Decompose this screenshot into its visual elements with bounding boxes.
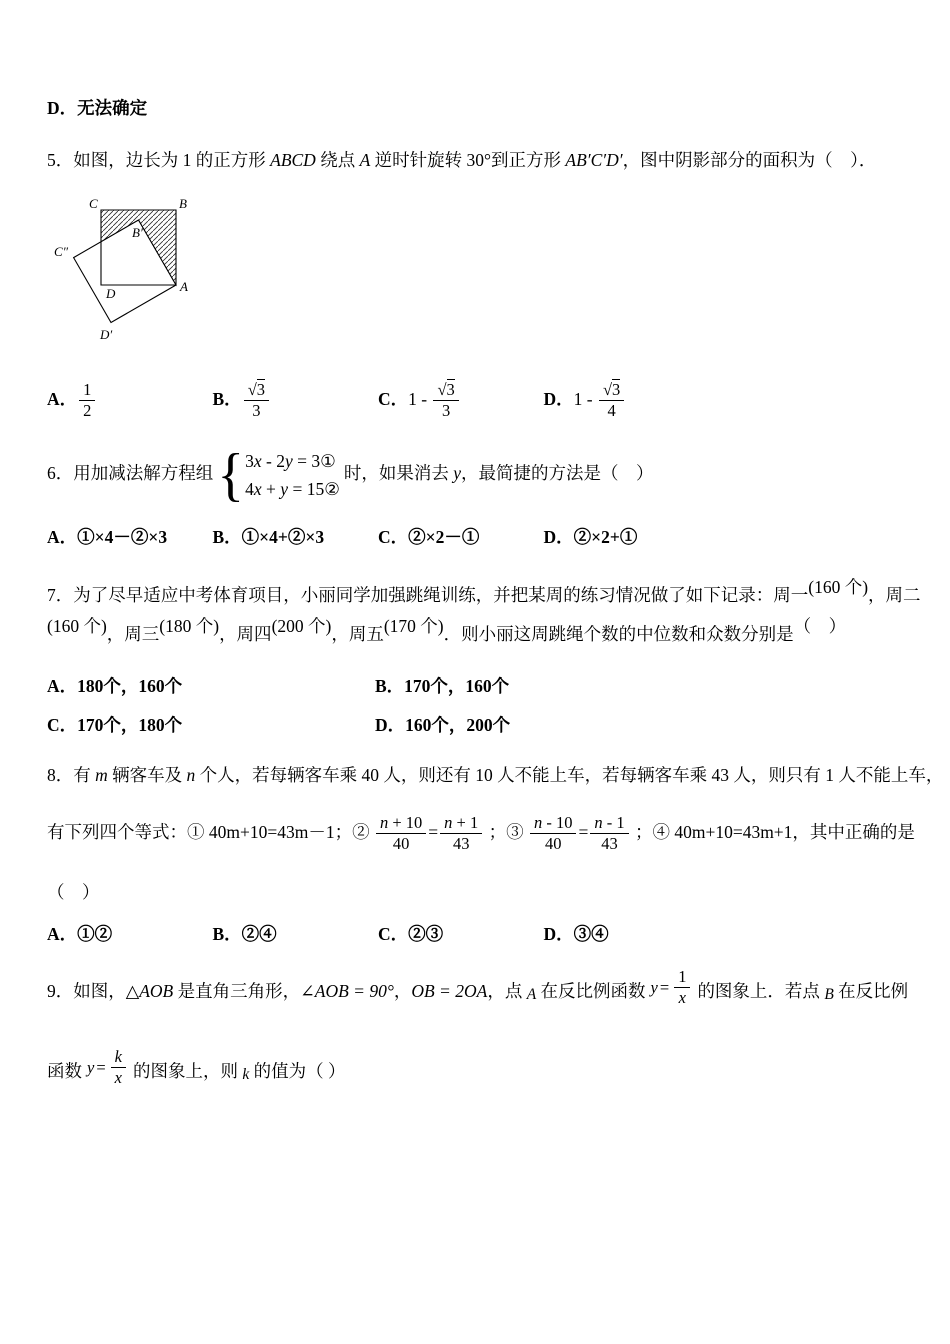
fraction bbox=[374, 814, 428, 854]
radicand: 3 bbox=[256, 379, 265, 399]
q7-option-d: D．160个，200个 bbox=[375, 714, 511, 735]
record-friday: (170 个) bbox=[383, 615, 444, 636]
q6-option-a: A．①×4－②×3 bbox=[47, 526, 168, 547]
option-letter: B． bbox=[212, 388, 242, 409]
vertex-label-b: B bbox=[179, 196, 187, 211]
var-y: y bbox=[650, 978, 658, 998]
text-run: 的图象上，则 bbox=[132, 1060, 243, 1081]
question-5-stem bbox=[47, 148, 910, 173]
equation-2 bbox=[245, 476, 340, 503]
denominator: 3 bbox=[442, 400, 451, 420]
numerator: 1 bbox=[674, 968, 690, 988]
equations bbox=[245, 448, 340, 502]
var-n: n bbox=[444, 812, 453, 832]
math-triangle-aob: △AOB bbox=[125, 980, 174, 1001]
fraction bbox=[242, 381, 271, 421]
q6-option-b: B．①×4+②×3 bbox=[212, 526, 325, 547]
vertex-label-a: A bbox=[180, 279, 188, 294]
numerator bbox=[244, 381, 269, 401]
text-run: （ ） bbox=[47, 881, 100, 902]
equals-sign: = bbox=[659, 978, 670, 998]
fraction bbox=[588, 814, 630, 854]
denominator: x bbox=[114, 1068, 122, 1088]
denominator: x bbox=[678, 988, 686, 1008]
math-ob-2oa: OB = 2OA bbox=[411, 980, 488, 1001]
text-run: 6．用加减法解方程组 bbox=[47, 463, 214, 484]
q5-option-c bbox=[378, 381, 544, 421]
radicand: 3 bbox=[446, 379, 455, 399]
text-run: - 1 bbox=[602, 812, 625, 832]
equation-system bbox=[217, 442, 340, 508]
text-run: + 1 bbox=[452, 812, 479, 832]
record-wednesday: (180 个) bbox=[159, 615, 220, 636]
text-run: 9．如图， bbox=[47, 980, 126, 1001]
fraction bbox=[438, 814, 484, 854]
radical-sign: √ bbox=[437, 379, 447, 399]
rotated-square-diagram bbox=[53, 196, 223, 348]
denominator: 3 bbox=[252, 400, 261, 420]
numerator bbox=[433, 381, 458, 401]
question-7-line-1 bbox=[47, 577, 921, 608]
var-n: n bbox=[186, 765, 196, 786]
var-a: A bbox=[526, 985, 537, 1003]
text-run: 的值为（ ） bbox=[249, 1060, 346, 1081]
text-run: 1 - bbox=[573, 388, 597, 409]
question-9-line-2 bbox=[47, 1046, 910, 1093]
vertex-label-c: C bbox=[89, 196, 98, 211]
fraction bbox=[77, 381, 97, 421]
question-8-line-2 bbox=[47, 812, 915, 854]
text-run: ，点 bbox=[487, 980, 527, 1001]
q5-option-b bbox=[213, 381, 379, 421]
numerator bbox=[599, 381, 624, 401]
text-run: = 15② bbox=[288, 478, 340, 499]
text-run: ，图中阴影部分的面积为（ ）． bbox=[622, 149, 877, 170]
fraction bbox=[672, 968, 692, 1008]
text-run: ；③ bbox=[484, 821, 528, 842]
numerator bbox=[590, 814, 628, 834]
var-y: y bbox=[280, 478, 289, 499]
text-run: 逆时针旋转 30°到正方形 bbox=[370, 149, 566, 170]
equals-sign: = bbox=[578, 821, 589, 842]
var-x: x bbox=[253, 478, 262, 499]
text-run: + bbox=[261, 478, 281, 499]
vertex-label-b-prime: B′ bbox=[132, 225, 143, 240]
q7-options-row-1 bbox=[47, 674, 910, 699]
q8-options bbox=[47, 922, 910, 947]
var-m: m bbox=[95, 765, 108, 786]
denominator: 43 bbox=[452, 834, 470, 854]
text-run: ，最简捷的方法是（ ） bbox=[461, 463, 654, 484]
denominator: 4 bbox=[607, 400, 616, 420]
var-y: y bbox=[285, 451, 293, 472]
fraction bbox=[528, 814, 579, 854]
equation-1 bbox=[245, 448, 340, 475]
equals-sign: = bbox=[428, 821, 439, 842]
q8-option-a: A．①② bbox=[47, 924, 113, 945]
denominator: 43 bbox=[601, 834, 618, 854]
math-angle-aob: ∠AOB = 90° bbox=[300, 980, 394, 1001]
vertex-label-c-prime: C″ bbox=[54, 244, 69, 259]
text-run: - 2 bbox=[261, 451, 285, 472]
q5-option-a bbox=[47, 381, 213, 421]
text-run: 个人，若每辆客车乘 40 人，则还有 10 人不能上车，若每辆客车乘 43 人，则只有 1 人不能上车， bbox=[195, 765, 944, 786]
equals-sign: = bbox=[96, 1057, 106, 1077]
vertex-label-d-prime: D′ bbox=[100, 327, 113, 342]
q8-option-d: D．③④ bbox=[543, 924, 609, 945]
answer-blank: （ ） bbox=[793, 615, 847, 636]
var-b: B bbox=[824, 985, 834, 1003]
text-run: 5．如图，边长为 1 的正方形 bbox=[47, 149, 271, 170]
fraction bbox=[597, 381, 626, 421]
record-monday: (160 个) bbox=[808, 577, 869, 598]
text-run: ．则小丽这周跳绳个数的中位数和众数分别是 bbox=[443, 623, 794, 644]
question-7-line-2 bbox=[47, 615, 910, 647]
var-y: y bbox=[87, 1057, 95, 1077]
record-thursday: (200 个) bbox=[271, 615, 332, 636]
text-run: ，周五 bbox=[331, 623, 384, 644]
q5-figure bbox=[53, 196, 910, 355]
text-run: 7．为了尽早适应中考体育项目，小丽同学加强跳绳训练，并把某周的练习情况做了如下记录：周一 bbox=[47, 585, 809, 606]
option-letter: D． bbox=[543, 388, 574, 409]
q6-options bbox=[47, 525, 910, 550]
var-n: n bbox=[379, 812, 389, 832]
function-y-k-over-x bbox=[87, 1048, 128, 1088]
numerator: k bbox=[111, 1048, 126, 1068]
text-run: 有下列四个等式：① 40m+10=43m－1；② bbox=[47, 821, 374, 842]
q7-option-a: A．180个，160个 bbox=[47, 676, 183, 697]
option-d-previous-question: D．无法确定 bbox=[47, 98, 148, 118]
var-y: y bbox=[453, 463, 462, 484]
vertex-label-d: D bbox=[106, 286, 116, 301]
q6-option-d: D．②×2+① bbox=[543, 526, 638, 547]
text-run: + 10 bbox=[388, 812, 423, 832]
text-run: - 10 bbox=[542, 812, 573, 832]
option-letter: C． bbox=[378, 388, 409, 409]
denominator: 40 bbox=[544, 834, 562, 854]
function-y-1-over-x bbox=[651, 968, 693, 1008]
text-run: 3 bbox=[245, 451, 254, 472]
numerator: 1 bbox=[79, 381, 95, 401]
text-run: ， bbox=[393, 980, 412, 1001]
var-x: x bbox=[253, 451, 262, 472]
numerator bbox=[440, 814, 482, 834]
var-k: k bbox=[242, 1065, 250, 1083]
q8-option-b: B．②④ bbox=[212, 924, 277, 945]
q6-option-c: C．②×2－① bbox=[378, 526, 480, 547]
question-9-line-1 bbox=[47, 966, 910, 1013]
numerator bbox=[530, 814, 577, 834]
text-run: 函数 bbox=[47, 1060, 82, 1081]
radicand: 3 bbox=[612, 379, 621, 399]
text-run: 是直角三角形， bbox=[173, 980, 301, 1001]
var-n: n bbox=[594, 812, 603, 832]
text-run: 时，如果消去 bbox=[343, 463, 454, 484]
shaded-region bbox=[101, 210, 176, 285]
denominator: 40 bbox=[392, 834, 410, 854]
q7-option-c: C．170个，180个 bbox=[47, 714, 183, 735]
math-point-a: A bbox=[359, 149, 371, 170]
text-run: 绕点 bbox=[315, 149, 360, 170]
radical-sign: √ bbox=[602, 379, 613, 399]
text-run: 的图象上．若点 bbox=[697, 980, 825, 1001]
q7-options-row-2 bbox=[47, 713, 910, 738]
text-run: ，周三 bbox=[106, 623, 160, 644]
math-square-abcd: ABCD bbox=[270, 149, 316, 170]
text-run: 1 - bbox=[408, 388, 432, 409]
text-run: 辆客车及 bbox=[107, 765, 187, 786]
question-6-stem bbox=[47, 442, 910, 508]
q5-option-d bbox=[544, 381, 710, 421]
q5-options bbox=[47, 381, 910, 421]
text-run: ；④ 40m+10=43m+1，其中正确的是 bbox=[630, 821, 915, 842]
text-run: 8．有 bbox=[47, 765, 96, 786]
text-run: 在反比例函数 bbox=[536, 980, 646, 1001]
record-tuesday: (160 个) bbox=[47, 615, 107, 636]
text-run: ，周二 bbox=[868, 585, 921, 606]
system-brace: { bbox=[217, 442, 245, 508]
text-run: ，周四 bbox=[219, 623, 272, 644]
question-8-line-1 bbox=[47, 763, 944, 788]
var-n: n bbox=[533, 812, 543, 832]
text-run: 4 bbox=[245, 478, 254, 499]
text-run: = 3① bbox=[292, 451, 336, 472]
q8-option-c: C．②③ bbox=[378, 924, 444, 945]
fraction bbox=[109, 1048, 128, 1088]
text-run: 在反比例 bbox=[833, 980, 909, 1001]
math-rotated-square: AB′C′D′ bbox=[565, 149, 623, 170]
q7-option-b: B．170个，160个 bbox=[375, 676, 510, 697]
numerator bbox=[376, 814, 426, 834]
fraction bbox=[431, 381, 460, 421]
question-8-answer-blank bbox=[47, 880, 910, 905]
denominator: 2 bbox=[83, 400, 92, 420]
option-letter: A． bbox=[47, 388, 78, 409]
radical-sign: √ bbox=[247, 379, 257, 399]
